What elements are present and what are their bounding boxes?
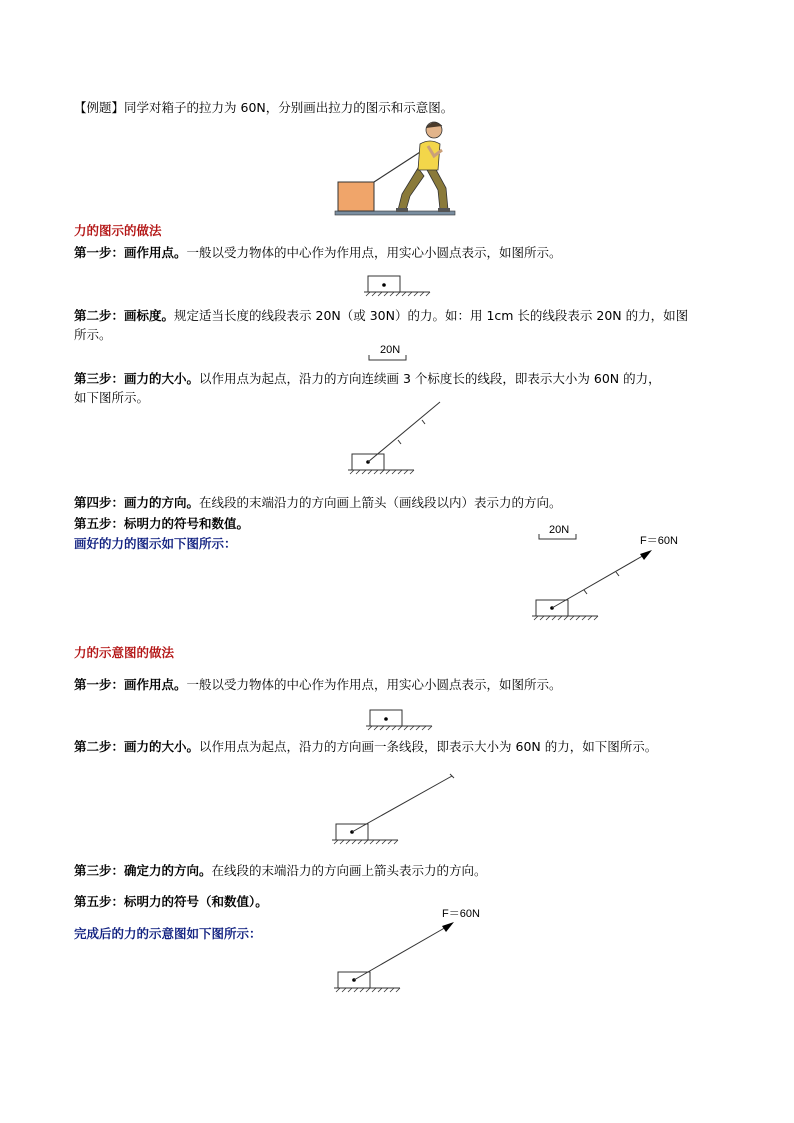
section2-step2 — [74, 738, 657, 756]
section1-step2-head: 第二步：画标度。 — [74, 308, 175, 323]
example-text: 同学对箱子的拉力为 60N，分别画出拉力的图示和示意图。 — [124, 100, 454, 115]
example-tag: 【例题】 — [74, 100, 125, 115]
section1-step2 — [74, 307, 688, 325]
section1-step1-head: 第一步：画作用点。 — [74, 245, 187, 260]
section1-step4-head: 第四步：画力的方向。 — [74, 495, 200, 510]
section2-step3-body: 在线段的末端沿力的方向画上箭头表示力的方向。 — [211, 863, 487, 878]
section1-step3-cont: 如下图所示。 — [74, 390, 150, 405]
section2-step3-head: 第三步：确定力的方向。 — [74, 863, 212, 878]
section1-step4 — [74, 494, 562, 512]
box-point-figure-1 — [362, 272, 432, 300]
section1-step2-body: 规定适当长度的线段表示 20N（或 30N）的力。如：用 1cm 长的线段表示 20N 的力，如图 — [174, 308, 689, 323]
force-diagram-result — [530, 544, 660, 626]
force-schematic-result — [332, 916, 462, 998]
section2-step1-body: 一般以受力物体的中心作为作用点，用实心小圆点表示，如图所示。 — [186, 677, 562, 692]
section1-step1-body: 一般以受力物体的中心作为作用点，用实心小圆点表示，如图所示。 — [186, 245, 562, 260]
section2-force-label: F＝60N — [442, 908, 480, 920]
example-line — [74, 99, 453, 117]
section1-step5: 第五步：标明力的符号和数值。 — [74, 516, 250, 531]
result-scale-label: 20N — [549, 524, 570, 536]
section2-step2-body: 以作用点为起点，沿力的方向画一条线段，即表示大小为 60N 的力，如下图所示。 — [199, 739, 658, 754]
section2-step3 — [74, 862, 487, 880]
result-scale-bar — [538, 533, 578, 541]
section1-step3-body: 以作用点为起点，沿力的方向连续画 3 个标度长的线段，即表示大小为 60N 的力， — [199, 371, 661, 386]
section2-title: 力的示意图的做法 — [74, 645, 175, 660]
section1-title: 力的图示的做法 — [74, 223, 162, 238]
force-segments-figure — [346, 398, 446, 480]
force-line-figure — [330, 770, 460, 850]
section1-step4-body: 在线段的末端沿力的方向画上箭头（画线段以内）表示力的方向。 — [199, 495, 562, 510]
section2-step2-head: 第二步：画力的大小。 — [74, 739, 200, 754]
scale-bar — [368, 354, 408, 362]
section1-step3-head: 第三步：画力的大小。 — [74, 371, 200, 386]
section2-step5: 第五步：标明力的符号（和数值）。 — [74, 894, 268, 909]
result-force-label: F＝60N — [640, 535, 678, 547]
scale-label: 20N — [380, 344, 401, 356]
section2-result-text: 完成后的力的示意图如下图所示： — [74, 926, 262, 941]
section1-step3 — [74, 370, 661, 388]
section1-result-text: 画好的力的图示如下图所示： — [74, 536, 237, 551]
section1-step2-cont: 所示。 — [74, 327, 112, 342]
section1-step1 — [74, 244, 562, 262]
boy-pulling-box-illustration — [330, 116, 460, 218]
box-point-figure-2 — [364, 706, 434, 734]
section2-step1-head: 第一步：画作用点。 — [74, 677, 187, 692]
section2-step1 — [74, 676, 562, 694]
